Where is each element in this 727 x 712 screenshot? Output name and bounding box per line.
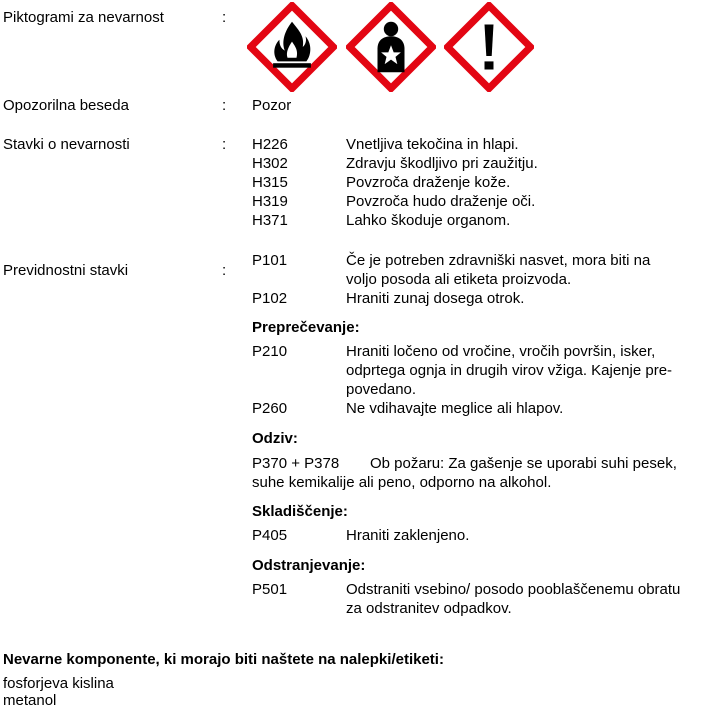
exclamation-mark-icon [444, 2, 534, 92]
precaution-text: Ob požaru: Za gašenje se uporabi suhi pesek, [370, 455, 677, 472]
precaution-code: P370 + P378 [252, 455, 340, 472]
hazard-code: H226 [252, 136, 288, 153]
health-hazard-icon [346, 2, 436, 92]
hazard-statements-colon: : [222, 136, 227, 153]
precaution-code: P102 [252, 290, 288, 307]
precaution-text: voljo posoda ali etiketa proizvoda. [346, 271, 572, 288]
precaution-text: suhe kemikalije ali peno, odporno na alkohol. [252, 474, 552, 491]
pictograms-colon: : [222, 9, 227, 26]
signal-word-label: Opozorilna beseda [3, 97, 129, 114]
hazard-code: H315 [252, 174, 288, 191]
precaution-code: P501 [252, 581, 288, 598]
precaution-text: Ne vdihavajte meglice ali hlapov. [346, 400, 564, 417]
precaution-text: Hraniti zunaj dosega otrok. [346, 290, 525, 307]
section-heading-disposal: Odstranjevanje: [252, 557, 366, 574]
precaution-text: Odstraniti vsebino/ posodo pooblaščenemu obratu [346, 581, 681, 598]
signal-word-value: Pozor [252, 97, 292, 114]
section-heading-prevention: Preprečevanje: [252, 319, 360, 336]
precaution-code: P260 [252, 400, 288, 417]
precaution-text: za odstranitev odpadkov. [346, 600, 512, 617]
hazard-code: H371 [252, 212, 288, 229]
hazard-statements-label: Stavki o nevarnosti [3, 136, 130, 153]
precaution-code: P101 [252, 252, 288, 269]
precaution-code: P210 [252, 343, 288, 360]
section-heading-response: Odziv: [252, 430, 298, 447]
pictograms-label: Piktogrami za nevarnost [3, 9, 164, 26]
precautionary-statements-colon: : [222, 262, 227, 279]
hazard-code: H302 [252, 155, 288, 172]
section-heading-storage: Skladiščenje: [252, 503, 348, 520]
hazard-text: Lahko škoduje organom. [346, 212, 511, 229]
flame-icon [247, 2, 337, 92]
hazard-text: Vnetljiva tekočina in hlapi. [346, 136, 519, 153]
precaution-text: odprtega ognja in drugih virov vžiga. Kajenje pre- [346, 362, 673, 379]
precaution-text: Če je potreben zdravniški nasvet, mora biti na [346, 252, 651, 269]
component-item: fosforjeva kislina [3, 675, 114, 692]
hazard-code: H319 [252, 193, 288, 210]
precaution-text: Hraniti zaklenjeno. [346, 527, 470, 544]
hazard-text: Zdravju škodljivo pri zaužitju. [346, 155, 538, 172]
hazard-text: Povzroča draženje kože. [346, 174, 511, 191]
hazard-text: Povzroča hudo draženje oči. [346, 193, 536, 210]
components-heading: Nevarne komponente, ki morajo biti naštete na nalepki/etiketi: [3, 651, 444, 668]
precautionary-statements-label: Previdnostni stavki [3, 262, 129, 279]
precaution-text: povedano. [346, 381, 417, 398]
signal-word-colon: : [222, 97, 227, 114]
precaution-code: P405 [252, 527, 288, 544]
precaution-text: Hraniti ločeno od vročine, vročih površin, isker, [346, 343, 656, 360]
component-item: metanol [3, 692, 57, 709]
